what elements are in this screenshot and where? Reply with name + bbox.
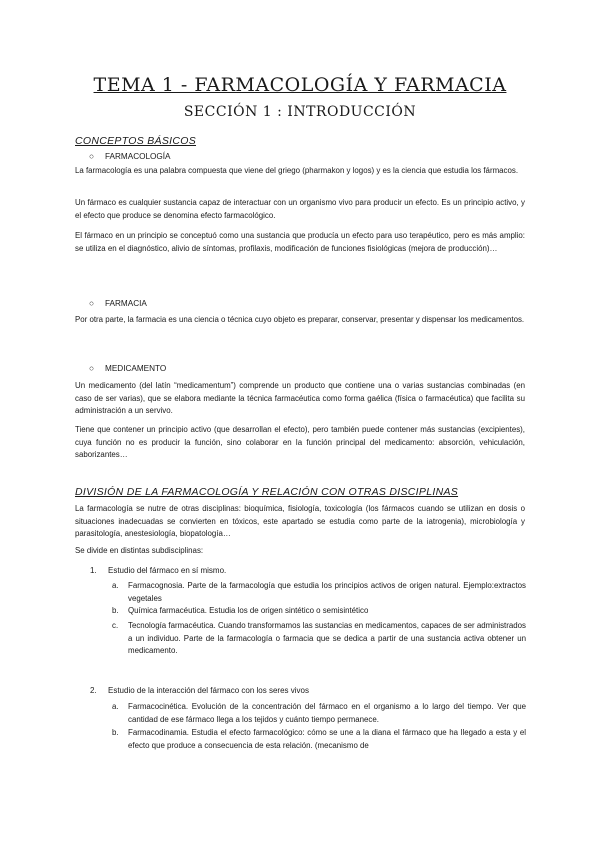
page-title: TEMA 1 - FARMACOLOGÍA Y FARMACIA [93, 74, 507, 96]
list-item-1 [90, 566, 226, 575]
list-item-2 [90, 686, 309, 695]
list-text: Estudio del fármaco en sí mismo. [108, 566, 227, 575]
bullet-label: FARMACIA [105, 299, 147, 308]
subitem-letter: b. [112, 606, 119, 615]
list-number: 2. [90, 686, 97, 695]
paragraph: Tiene que contener un principio activo (que desarrollan el efecto), pero también puede contener más sustancias (excipientes), cuya función no es producir la función, sino colaborar en la función principal del medicamento: absorción, vehiculación, saborizantes… [75, 425, 525, 459]
paragraph: La farmacología es una palabra compuesta que viene del griego (pharmakon y logos) y es la ciencia que estudia los fármacos. [75, 166, 519, 175]
list-subitem-c [112, 620, 526, 658]
bullet-icon: ○ [89, 152, 94, 161]
bullet-medicamento [89, 364, 166, 373]
bullet-icon: ○ [89, 364, 94, 373]
paragraph: Por otra parte, la farmacia es una ciencia o técnica cuyo objeto es preparar, conservar, presentar y dispensar los medicamentos. [75, 315, 525, 324]
subitem-text: Farmacocinética. Evolución de la concentración del fármaco en el organismo a lo largo del tiempo. Ver que cantidad de ese fármaco llega a los tejidos y cuánto tiempo permanece. [128, 702, 526, 724]
subitem-text: Tecnología farmacéutica. Cuando transformamos las sustancias en medicamentos, capaces de ser administrados a un individuo. Parte de la farmacología o farmacia que se dedica a partir de una sustancia activa obtener un medicamento. [128, 621, 526, 655]
paragraph: La farmacología se nutre de otras disciplinas: bioquímica, fisiología, toxicología (los fármacos cuando se utilizan en dosis o situaciones inadecuadas se convierten en tóxicos, este apartado se estudia como parte de la iatrogenia), microbiología y parasitología, anestesiología, biopatología… [75, 504, 525, 538]
paragraph: Un medicamento (del latín “medicamentum”) comprende un producto que contiene una o varias sustancias combinadas (en caso de ser varias), que se elabora mediante la técnica farmacéutica como forma gaélica (física o farmacéutica) que facilita su administración a un servivo. [75, 381, 525, 415]
subitem-letter: a. [112, 702, 119, 711]
list-text: Estudio de la interacción del fármaco con los seres vivos [108, 686, 309, 695]
page-subtitle: SECCIÓN 1 : INTRODUCCIÓN [183, 104, 417, 120]
bullet-farmacologia [89, 152, 171, 161]
subitem-letter: b. [112, 728, 119, 737]
list-subitem-a2 [112, 701, 526, 726]
list-subitem-b2 [112, 727, 526, 752]
list-number: 1. [90, 566, 97, 575]
paragraph: Se divide en distintas subdisciplinas: [75, 546, 204, 555]
bullet-label: FARMACOLOGÍA [105, 152, 171, 161]
subitem-text: Farmacodinamia. Estudia el efecto farmacológico: cómo se une a la diana el fármaco que ha llegado a esta y el efecto que produce a consecuencia de esta relación. (mecanismo de [128, 728, 526, 750]
bullet-icon: ○ [89, 299, 94, 308]
subitem-text: Farmacognosia. Parte de la farmacología que estudia los principios activos de origen natural. Ejemplo:extractos vegetales [128, 581, 526, 603]
section-heading-division: DIVISIÓN DE LA FARMACOLOGÍA Y RELACIÓN CON OTRAS DISCIPLINAS [75, 486, 459, 498]
subitem-letter: c. [112, 621, 119, 630]
list-subitem-b [112, 605, 526, 618]
paragraph: Un fármaco es cualquier sustancia capaz de interactuar con un organismo vivo para producir un efecto. Es un principio activo, y el efecto que produce se denomina efecto farmacológico. [75, 198, 525, 220]
section-heading-conceptos: CONCEPTOS BÁSICOS [75, 135, 197, 147]
bullet-farmacia [89, 299, 147, 308]
list-subitem-a [112, 580, 526, 605]
subitem-letter: a. [112, 581, 119, 590]
paragraph: El fármaco en un principio se conceptuó como una sustancia que producía un efecto para uso terapéutico, pero es más amplio: se utiliza en el diagnóstico, alivio de síntomas, profilaxis, modificación de funciones fisiológicas (mejora de producción)… [75, 231, 525, 253]
subitem-text: Química farmacéutica. Estudia los de origen sintético o semisintético [128, 606, 369, 615]
bullet-label: MEDICAMENTO [105, 364, 167, 373]
